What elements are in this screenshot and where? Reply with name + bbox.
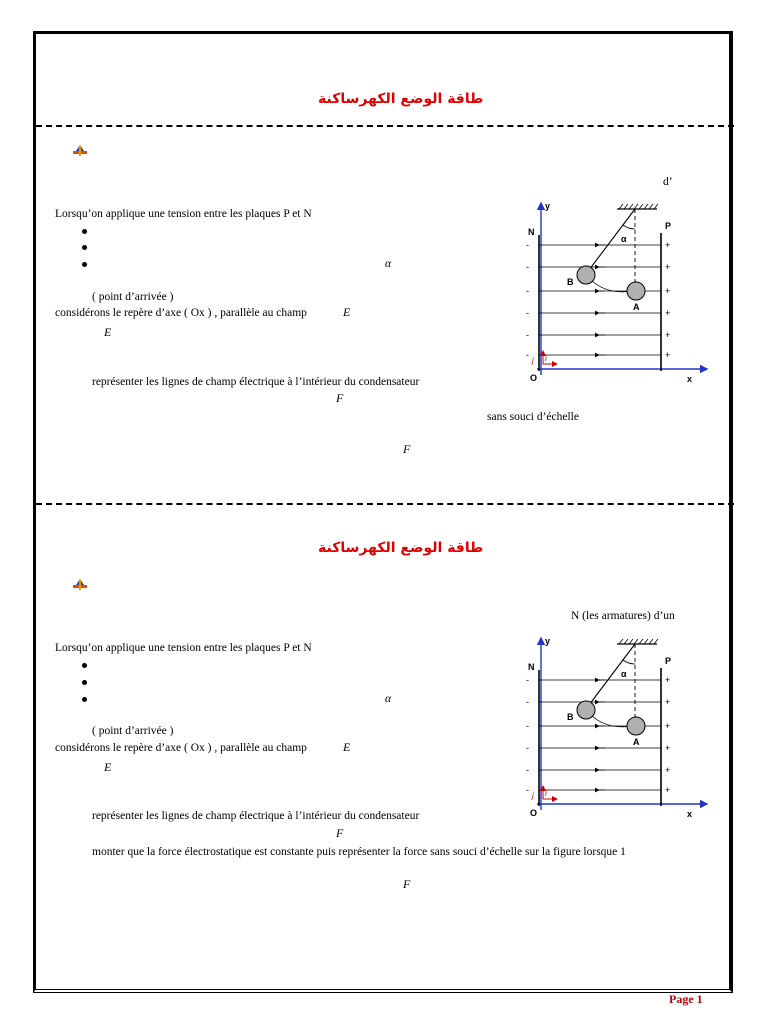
echelle-text: sans souci d’échelle xyxy=(487,411,579,423)
divider-middle xyxy=(36,503,734,505)
minus-sign: - xyxy=(526,308,529,318)
vector-f: F⃗ xyxy=(336,391,353,405)
label-p: P xyxy=(665,221,672,231)
vector-e: E⃗ xyxy=(343,305,360,319)
ball-b xyxy=(577,266,595,284)
minus-sign: - xyxy=(526,240,529,250)
divider-top xyxy=(36,125,734,127)
minus-sign: - xyxy=(526,743,529,753)
ceiling-hatch xyxy=(649,639,653,644)
angle-arc xyxy=(623,660,635,664)
vector-f: F⃗ xyxy=(403,442,420,456)
label-a: A xyxy=(633,302,640,312)
ball-a xyxy=(627,717,645,735)
minus-sign: - xyxy=(526,350,529,360)
vector-f: F⃗ xyxy=(336,826,353,840)
ceiling-hatch xyxy=(624,639,628,644)
label-o: O xyxy=(530,373,538,383)
bullet xyxy=(82,680,87,685)
capacitor-figure xyxy=(515,630,715,822)
label-o: O xyxy=(530,808,538,818)
tension-text: Lorsqu’on applique une tension entre les plaques P et N xyxy=(55,642,312,654)
plus-sign: + xyxy=(665,286,671,296)
ceiling-hatch xyxy=(639,639,643,644)
label-j: j xyxy=(532,356,534,365)
label-i: i xyxy=(545,789,547,798)
bullet xyxy=(82,229,87,234)
label-x: x xyxy=(687,374,693,384)
label-y: y xyxy=(545,201,551,211)
arrival-text: ( point d’arrivée ) xyxy=(92,291,174,303)
minus-sign: - xyxy=(526,697,529,707)
vector-f: F⃗ xyxy=(403,877,420,891)
alpha-symbol: α xyxy=(385,693,392,705)
ceiling-hatch xyxy=(649,204,653,209)
plus-sign: + xyxy=(665,240,671,250)
angle-arc xyxy=(623,225,635,229)
ball-a xyxy=(627,282,645,300)
ceiling-hatch xyxy=(629,639,633,644)
ceiling-hatch xyxy=(629,204,633,209)
label-j: j xyxy=(532,791,534,800)
plus-sign: + xyxy=(665,308,671,318)
ceiling-hatch xyxy=(644,204,648,209)
monter-text: monter que la force électrostatique est constante puis représenter la force sans souci d’échelle sur la figure lorsque 1 xyxy=(92,846,626,858)
ceiling-hatch xyxy=(639,204,643,209)
minus-sign: - xyxy=(526,721,529,731)
label-y: y xyxy=(545,636,551,646)
repere-text: considérons le repère d’axe ( Ox ) , parallèle au champ xyxy=(55,307,307,319)
section2-title: طاقة الوضع الكهرساكنة xyxy=(318,540,484,556)
label-a: A xyxy=(633,737,640,747)
tension-text: Lorsqu’on applique une tension entre les plaques P et N xyxy=(55,208,312,220)
thread xyxy=(589,209,635,270)
ceiling-hatch xyxy=(624,204,628,209)
vector-e: E⃗ xyxy=(104,760,121,774)
plus-sign: + xyxy=(665,675,671,685)
repere-text: considérons le repère d’axe ( Ox ) , parallèle au champ xyxy=(55,742,307,754)
plus-sign: + xyxy=(665,765,671,775)
bullet xyxy=(82,663,87,668)
lignes-text: représenter les lignes de champ électrique à l’intérieur du condensateur xyxy=(92,810,420,822)
ball-b xyxy=(577,701,595,719)
label-n: N xyxy=(528,227,535,237)
armatures-text: N (les armatures) d’un xyxy=(571,610,675,622)
bullet xyxy=(82,697,87,702)
label-b: B xyxy=(567,712,574,722)
section-marker-icon xyxy=(72,143,88,157)
section-marker-icon xyxy=(72,577,88,591)
arrival-text: ( point d’arrivée ) xyxy=(92,725,174,737)
section1-title: طاقة الوضع الكهرساكنة xyxy=(318,91,484,107)
plus-sign: + xyxy=(665,350,671,360)
label-alpha: α xyxy=(621,234,627,244)
ceiling-hatch xyxy=(654,639,658,644)
label-i: i xyxy=(545,354,547,363)
label-p: P xyxy=(665,656,672,666)
minus-sign: - xyxy=(526,765,529,775)
minus-sign: - xyxy=(526,262,529,272)
minus-sign: - xyxy=(526,785,529,795)
label-x: x xyxy=(687,809,693,819)
alpha-symbol: α xyxy=(385,258,392,270)
plus-sign: + xyxy=(665,743,671,753)
plus-sign: + xyxy=(665,330,671,340)
vector-e: E⃗ xyxy=(104,325,121,339)
ceiling-hatch xyxy=(644,639,648,644)
capacitor-figure xyxy=(515,195,715,387)
text-d: d’ xyxy=(663,176,673,188)
thread xyxy=(589,644,635,705)
bullet xyxy=(82,262,87,267)
plus-sign: + xyxy=(665,721,671,731)
plus-sign: + xyxy=(665,785,671,795)
ceiling-hatch xyxy=(634,204,638,209)
ceiling-hatch xyxy=(654,204,658,209)
ceiling-hatch xyxy=(619,204,623,209)
lignes-text: représenter les lignes de champ électrique à l’intérieur du condensateur xyxy=(92,376,420,388)
page-number: Page 1 xyxy=(669,992,703,1006)
label-n: N xyxy=(528,662,535,672)
minus-sign: - xyxy=(526,286,529,296)
ceiling-hatch xyxy=(634,639,638,644)
vector-e: E⃗ xyxy=(343,740,360,754)
label-b: B xyxy=(567,277,574,287)
minus-sign: - xyxy=(526,675,529,685)
plus-sign: + xyxy=(665,262,671,272)
label-alpha: α xyxy=(621,669,627,679)
bullet xyxy=(82,245,87,250)
minus-sign: - xyxy=(526,330,529,340)
plus-sign: + xyxy=(665,697,671,707)
ceiling-hatch xyxy=(619,639,623,644)
